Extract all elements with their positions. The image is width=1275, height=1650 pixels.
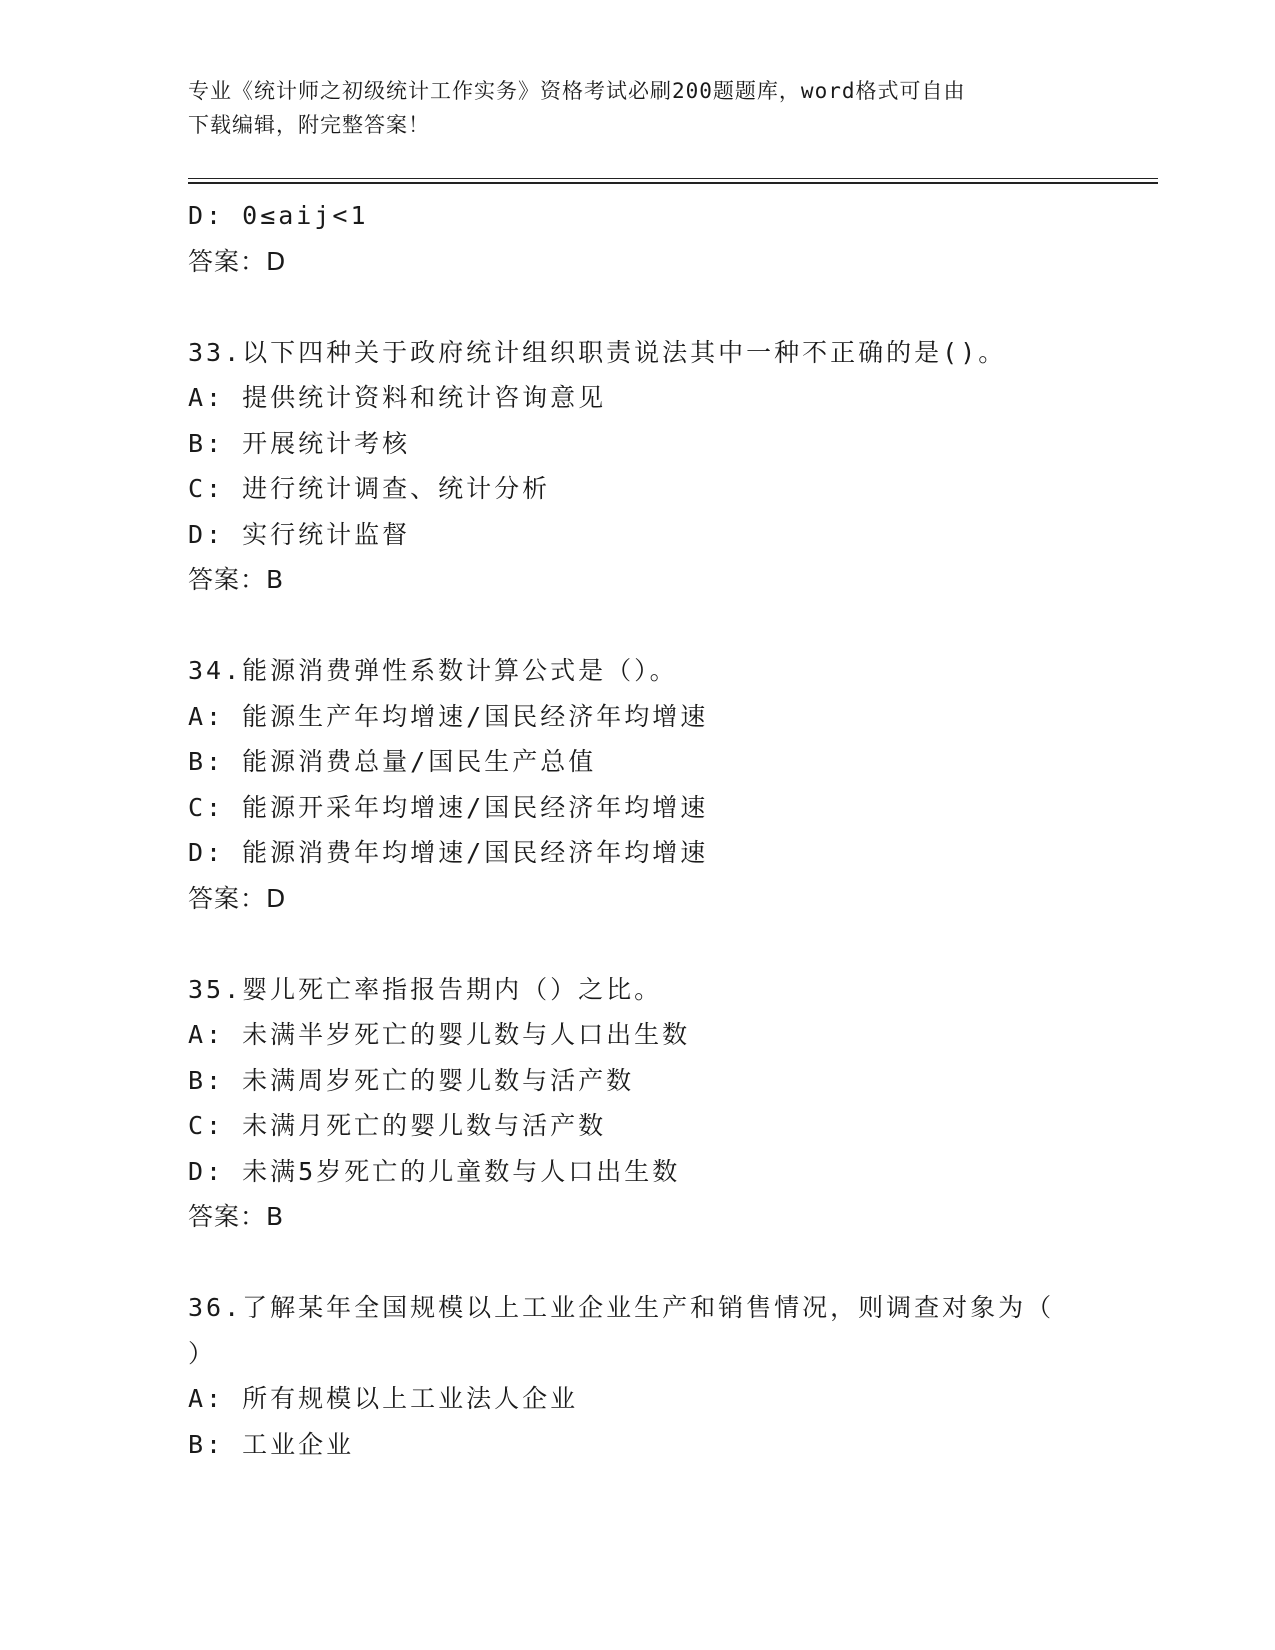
header-divider-thick [188, 182, 1158, 184]
option-a: A: 提供统计资料和统计咨询意见 [188, 383, 607, 412]
question-gap [188, 603, 1158, 649]
question-stem: 35.婴儿死亡率指报告期内（）之比。 [188, 974, 663, 1004]
question-35 [188, 967, 1158, 1240]
question-stem: 36.了解某年全国规模以上工业企业生产和销售情况，则调查对象为（ [188, 1293, 1055, 1322]
option-a: A: 所有规模以上工业法人企业 [188, 1384, 579, 1413]
header-line-2: 下载编辑，附完整答案！ [188, 113, 430, 137]
option-b: B: 开展统计考核 [188, 428, 411, 458]
option-c: C: 能源开采年均增速/国民经济年均增速 [188, 792, 709, 822]
question-stem: 34.能源消费弹性系数计算公式是（）。 [188, 656, 678, 685]
question-36 [188, 1285, 1158, 1467]
question-gap [188, 921, 1158, 967]
document-header [188, 74, 1088, 142]
option-d: D: 实行统计监督 [188, 519, 411, 549]
option-b: B: 能源消费总量/国民生产总值 [188, 747, 597, 776]
header-line-1: 专业《统计师之初级统计工作实务》资格考试必刷200题题库，word格式可自由 [188, 79, 966, 103]
option-a: A: 能源生产年均增速/国民经济年均增速 [188, 701, 709, 731]
question-33 [188, 330, 1158, 603]
answer-line: 答案：B [188, 1202, 285, 1231]
option-d: D: 能源消费年均增速/国民经济年均增速 [188, 838, 709, 867]
option-b: B: 未满周岁死亡的婴儿数与活产数 [188, 1065, 635, 1095]
option-b: B: 工业企业 [188, 1429, 355, 1459]
option-c: C: 进行统计调查、统计分析 [188, 474, 551, 503]
option-c: C: 未满月死亡的婴儿数与活产数 [188, 1111, 607, 1140]
option-a: A: 未满半岁死亡的婴儿数与人口出生数 [188, 1020, 691, 1049]
answer-line: 答案：D [188, 246, 287, 276]
answer-line: 答案：D [188, 883, 287, 913]
question-stem-continued: ） [188, 1338, 217, 1368]
question-stem: 33.以下四种关于政府统计组织职责说法其中一种不正确的是()。 [188, 337, 1007, 367]
question-gap [188, 284, 1158, 330]
header-divider-thin [188, 178, 1158, 179]
question-gap [188, 1240, 1158, 1286]
option-d: D: 0≤aij<1 [188, 201, 369, 230]
question-list [188, 193, 1158, 1467]
question-34 [188, 648, 1158, 921]
answer-line: 答案：B [188, 565, 285, 594]
option-d: D: 未满5岁死亡的儿童数与人口出生数 [188, 1156, 681, 1186]
